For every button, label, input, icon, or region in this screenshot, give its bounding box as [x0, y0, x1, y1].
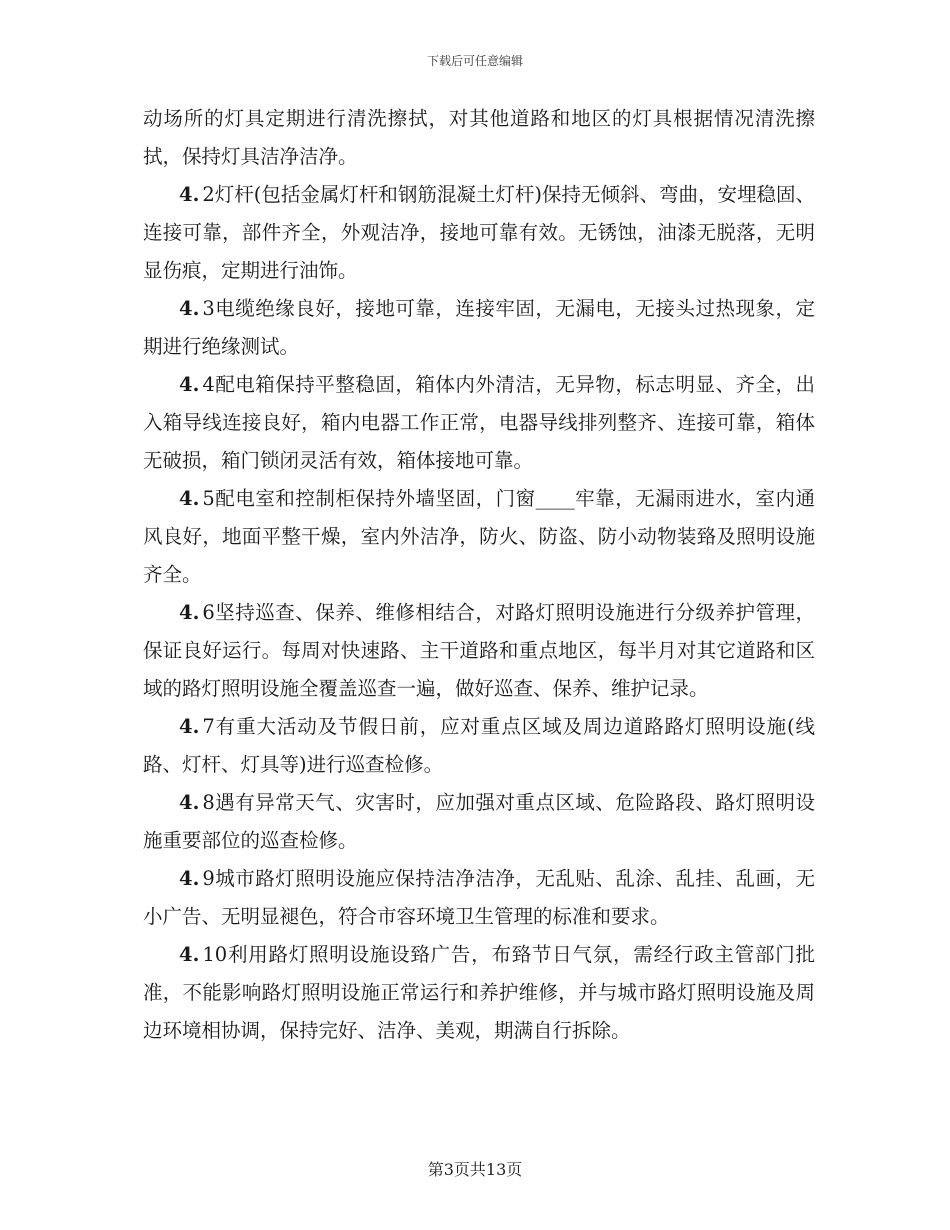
paragraph-number: 4.	[179, 943, 200, 966]
paragraph-4-4	[143, 366, 815, 480]
paragraph-number: 4.	[179, 297, 200, 320]
paragraph-text: 3电缆绝缘良好，接地可靠，连接牢固，无漏电，无接头过热现象，定期进行绝缘测试。	[143, 297, 815, 358]
page-header: 下载后可任意编辑	[426, 54, 523, 68]
paragraph-number: 4.	[179, 183, 200, 206]
paragraph-number: 4.	[179, 867, 200, 890]
paragraph-continuation	[143, 100, 815, 176]
paragraph-number: 4.	[179, 487, 200, 510]
paragraph-number: 4.	[179, 601, 200, 624]
paragraph-4-5	[143, 480, 815, 594]
paragraph-text: 动场所的灯具定期进行清洗擦拭，对其他道路和地区的灯具根据情况清洗擦拭，保持灯具洁净洁净。	[143, 107, 815, 168]
paragraph-text: 5配电室和控制柜保持外墙坚固，门窗____牢靠，无漏雨进水，室内通风良好，地面平整干燥，室内外洁净，防火、防盗、防小动物装臵及照明设施齐全。	[143, 487, 815, 586]
paragraph-text: 10利用路灯照明设施设臵广告，布臵节日气氛，需经行政主管部门批准，不能影响路灯照明设施正常运行和养护维修，并与城市路灯照明设施及周边环境相协调，保持完好、洁净、美观，期满自行拆除。	[143, 943, 815, 1042]
paragraph-number: 4.	[179, 791, 200, 814]
page-footer: 第3页共13页	[427, 1160, 523, 1179]
paragraph-number: 4.	[179, 373, 200, 396]
document-body	[143, 100, 815, 1050]
paragraph-4-8	[143, 784, 815, 860]
paragraph-text: 9城市路灯照明设施应保持洁净洁净，无乱贴、乱涂、乱挂、乱画，无小广告、无明显褪色，符合市容环境卫生管理的标准和要求。	[143, 867, 815, 928]
paragraph-4-7	[143, 708, 815, 784]
paragraph-text: 6坚持巡查、保养、维修相结合，对路灯照明设施进行分级养护管理，保证良好运行。每周对快速路、主干道路和重点地区，每半月对其它道路和区域的路灯照明设施全覆盖巡查一遍，做好巡查、保养、维护记录。	[143, 601, 815, 700]
paragraph-4-10	[143, 936, 815, 1050]
paragraph-4-2	[143, 176, 815, 290]
paragraph-4-9	[143, 860, 815, 936]
paragraph-text: 7有重大活动及节假日前，应对重点区域及周边道路路灯照明设施(线路、灯杆、灯具等)进行巡查检修。	[143, 715, 815, 776]
paragraph-text: 4配电箱保持平整稳固，箱体内外清洁，无异物，标志明显、齐全，出入箱导线连接良好，箱内电器工作正常，电器导线排列整齐、连接可靠，箱体无破损，箱门锁闭灵活有效，箱体接地可靠。	[143, 373, 815, 472]
paragraph-number: 4.	[179, 715, 200, 738]
paragraph-text: 2灯杆(包括金属灯杆和钢筋混凝土灯杆)保持无倾斜、弯曲，安埋稳固、连接可靠，部件齐全，外观洁净，接地可靠有效。无锈蚀，油漆无脱落，无明显伤痕，定期进行油饰。	[143, 183, 815, 282]
paragraph-text: 8遇有异常天气、灾害时，应加强对重点区域、危险路段、路灯照明设施重要部位的巡查检修。	[143, 791, 815, 852]
paragraph-4-6	[143, 594, 815, 708]
paragraph-4-3	[143, 290, 815, 366]
